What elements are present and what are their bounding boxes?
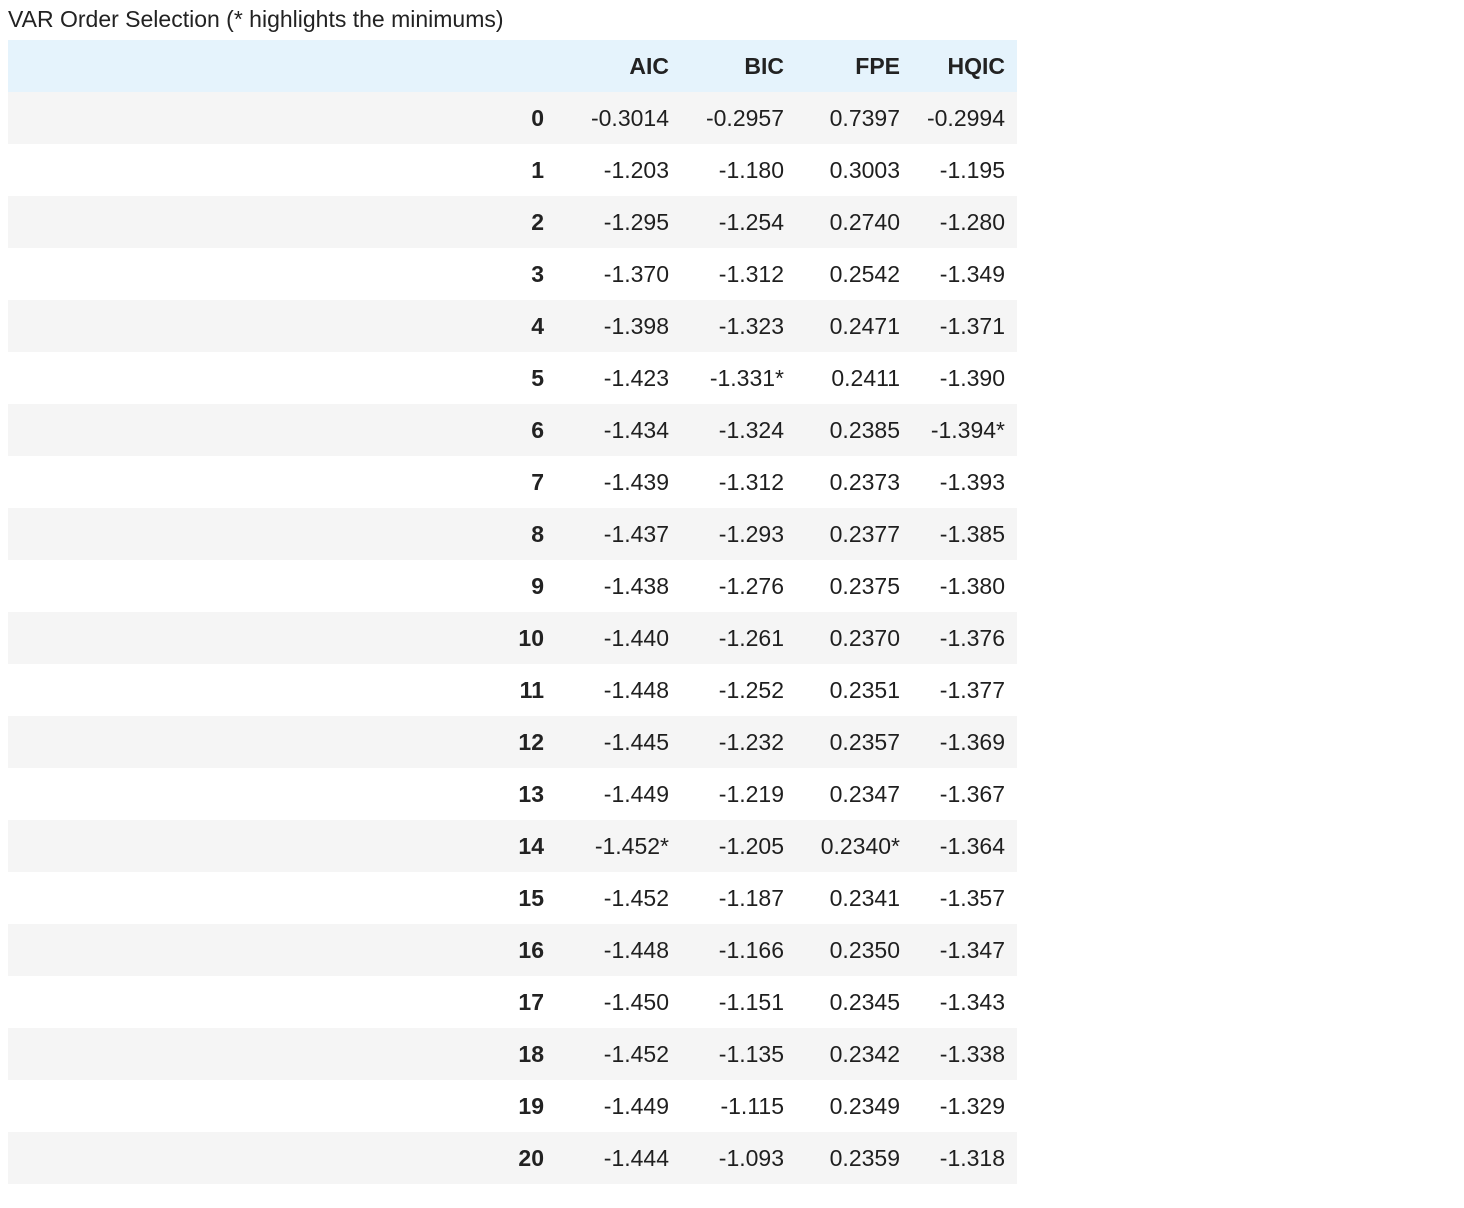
cell-hqic: -1.364 [939,832,1005,859]
cell-fpe: 0.2345 [829,988,900,1015]
cell-hqic: -1.318 [939,1144,1005,1171]
cell-aic: -1.449 [603,780,669,807]
cell-aic: -1.450 [603,988,669,1015]
cell-aic: -1.295 [603,208,669,235]
table-row [8,612,1017,664]
row-index: 17 [518,988,544,1015]
table-row [8,664,1017,716]
cell-fpe: 0.2350 [829,936,900,963]
cell-bic: -1.254 [718,208,784,235]
table-row [8,820,1017,872]
row-index: 3 [531,260,544,287]
cell-aic: -1.448 [603,936,669,963]
table-row [8,768,1017,820]
cell-bic: -1.312 [718,260,784,287]
cell-aic: -1.203 [603,156,669,183]
cell-bic: -1.151 [718,988,784,1015]
cell-bic: -1.323 [718,312,784,339]
cell-hqic: -1.376 [939,624,1005,651]
cell-aic: -1.398 [603,312,669,339]
cell-bic: -1.135 [718,1040,784,1067]
table-row [8,560,1017,612]
table-caption: VAR Order Selection (* highlights the minimums) [8,6,504,32]
var-order-table [8,40,1017,1184]
table-row [8,404,1017,456]
row-index: 0 [531,104,544,131]
cell-hqic: -0.2994 [926,104,1005,131]
row-index: 12 [518,728,544,755]
cell-bic: -0.2957 [705,104,784,131]
cell-aic: -1.452 [603,884,669,911]
row-index: 6 [531,416,544,443]
cell-hqic: -1.347 [939,936,1005,963]
cell-aic: -1.452 [603,1040,669,1067]
cell-fpe: 0.2385 [829,416,900,443]
cell-aic: -1.423 [603,364,669,391]
cell-fpe: 0.2375 [829,572,900,599]
table-row [8,1028,1017,1080]
cell-hqic: -1.349 [939,260,1005,287]
cell-fpe: 0.2357 [829,728,900,755]
cell-bic: -1.331* [709,364,784,391]
row-index: 7 [531,468,544,495]
row-index: 1 [531,156,544,183]
cell-hqic: -1.329 [939,1092,1005,1119]
cell-aic: -1.444 [603,1144,669,1171]
row-index: 4 [531,312,544,339]
cell-aic: -1.439 [603,468,669,495]
cell-hqic: -1.377 [939,676,1005,703]
cell-aic: -1.434 [603,416,669,443]
cell-bic: -1.293 [718,520,784,547]
cell-bic: -1.187 [718,884,784,911]
cell-aic: -1.437 [603,520,669,547]
cell-hqic: -1.338 [939,1040,1005,1067]
row-index: 18 [518,1040,544,1067]
row-index: 20 [518,1144,544,1171]
row-index: 8 [531,520,544,547]
cell-fpe: 0.2341 [829,884,900,911]
cell-fpe: 0.7397 [829,104,900,131]
cell-aic: -1.438 [603,572,669,599]
cell-aic: -1.448 [603,676,669,703]
table-row [8,300,1017,352]
cell-hqic: -1.195 [939,156,1005,183]
cell-aic: -1.370 [603,260,669,287]
header-fpe: FPE [855,52,900,79]
table-row [8,196,1017,248]
cell-hqic: -1.394* [930,416,1005,443]
cell-fpe: 0.2370 [829,624,900,651]
cell-bic: -1.324 [718,416,784,443]
cell-bic: -1.180 [718,156,784,183]
cell-fpe: 0.3003 [829,156,900,183]
table-header [8,40,1017,92]
cell-bic: -1.312 [718,468,784,495]
cell-hqic: -1.343 [939,988,1005,1015]
cell-aic: -1.445 [603,728,669,755]
cell-bic: -1.261 [718,624,784,651]
cell-aic: -0.3014 [590,104,669,131]
row-index: 13 [518,780,544,807]
cell-hqic: -1.369 [939,728,1005,755]
row-index: 11 [519,676,544,703]
row-index: 5 [531,364,544,391]
header-row [8,40,1017,92]
row-index: 15 [518,884,544,911]
cell-hqic: -1.385 [939,520,1005,547]
cell-bic: -1.252 [718,676,784,703]
cell-fpe: 0.2471 [829,312,900,339]
row-index: 10 [518,624,544,651]
header-aic: AIC [629,52,669,79]
cell-fpe: 0.2340* [820,832,900,859]
table-row [8,976,1017,1028]
header-hqic: HQIC [947,52,1005,79]
cell-aic: -1.449 [603,1092,669,1119]
cell-aic: -1.440 [603,624,669,651]
header-bic: BIC [744,52,784,79]
cell-aic: -1.452* [594,832,669,859]
table-row [8,248,1017,300]
cell-hqic: -1.380 [939,572,1005,599]
row-index: 2 [531,208,544,235]
row-index: 9 [531,572,544,599]
cell-bic: -1.232 [718,728,784,755]
header-index [8,40,556,92]
cell-fpe: 0.2411 [831,364,900,391]
cell-fpe: 0.2342 [829,1040,900,1067]
table-row [8,92,1017,144]
cell-hqic: -1.390 [939,364,1005,391]
cell-bic: -1.166 [718,936,784,963]
cell-hqic: -1.357 [939,884,1005,911]
cell-bic: -1.276 [718,572,784,599]
cell-fpe: 0.2351 [829,676,900,703]
table-row [8,716,1017,768]
table-row [8,352,1017,404]
row-index: 19 [518,1092,544,1119]
cell-bic: -1.093 [718,1144,784,1171]
cell-fpe: 0.2740 [829,208,900,235]
table-row [8,924,1017,976]
cell-hqic: -1.371 [939,312,1005,339]
table-row [8,1080,1017,1132]
cell-fpe: 0.2377 [829,520,900,547]
table-row [8,508,1017,560]
cell-bic: -1.219 [718,780,784,807]
table-row [8,1132,1017,1184]
table-row [8,144,1017,196]
cell-hqic: -1.367 [939,780,1005,807]
row-index: 16 [518,936,544,963]
cell-fpe: 0.2373 [829,468,900,495]
row-index: 14 [518,832,544,859]
table-row [8,872,1017,924]
cell-hqic: -1.280 [939,208,1005,235]
table-row [8,456,1017,508]
table-body [8,92,1017,1184]
cell-fpe: 0.2347 [829,780,900,807]
cell-bic: -1.205 [718,832,784,859]
cell-fpe: 0.2349 [829,1092,900,1119]
cell-fpe: 0.2542 [829,260,900,287]
cell-bic: -1.115 [720,1092,784,1119]
cell-fpe: 0.2359 [829,1144,900,1171]
cell-hqic: -1.393 [939,468,1005,495]
